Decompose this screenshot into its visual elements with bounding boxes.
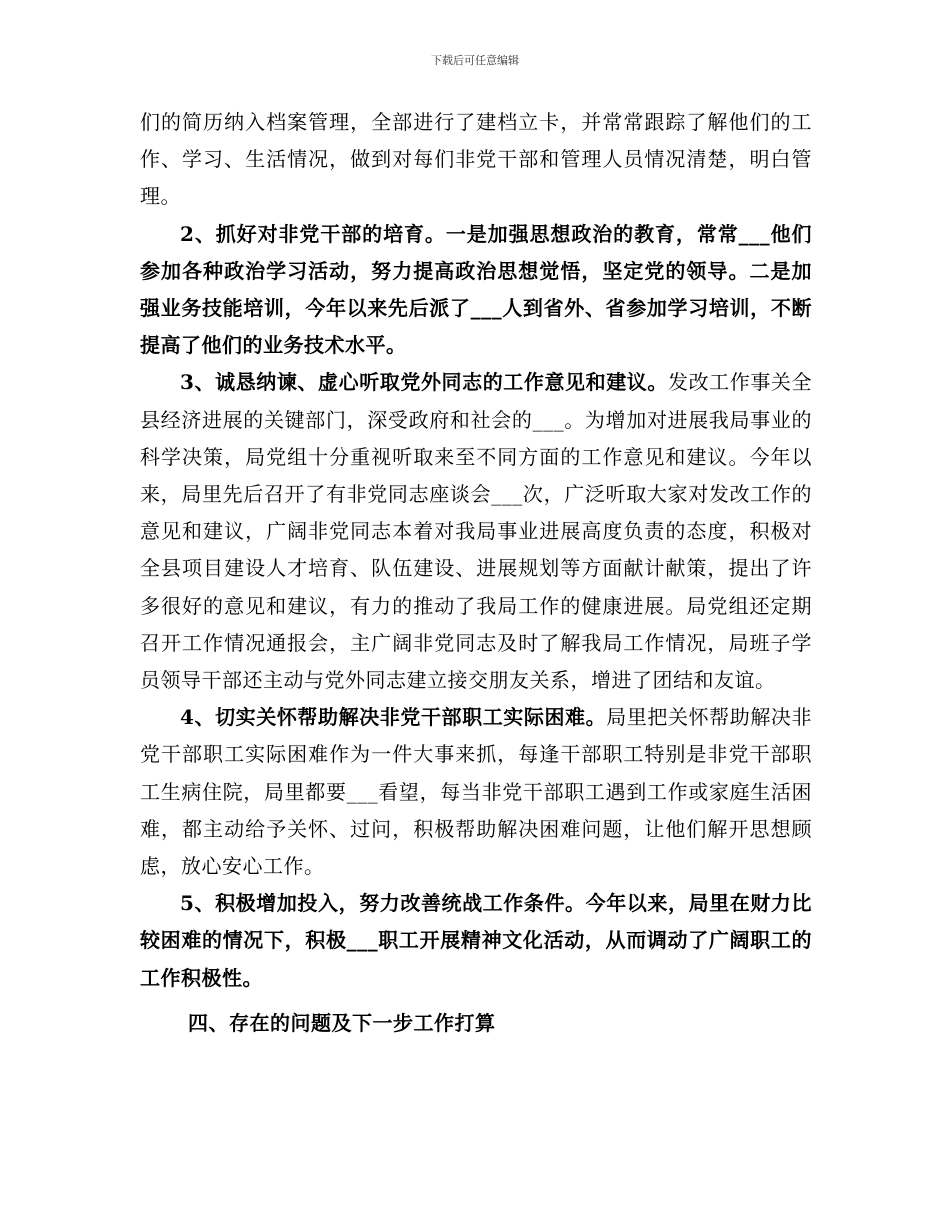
document-body [140, 104, 812, 1042]
paragraph-1 [140, 104, 812, 216]
paragraph-4 [140, 699, 812, 885]
section-heading: 四、存在的问题及下一步工作打算 [188, 1010, 496, 1035]
paragraph-5-lead: 5、积极增加投入，努力改善统战工作条件。今年以来，局里在财力比较困难的情况下，积极___职工开展精神文化活动，从而调动了广阔职工的工作积极性。 [140, 891, 812, 990]
paragraph-3 [140, 364, 812, 699]
paragraph-3-body: 发改工作事关全县经济进展的关键部门，深受政府和社会的___。为增加对进展我局事业的科学决策，局党组十分重视听取来至不同方面的工作意见和建议。今年以来，局里先后召开了有非党同志座谈会___次，广泛听取大家对发改工作的意见和建议，广阔非党同志本着对我局事业进展高度负责的态度，积极对全县项目建设人才培育、队伍建设、进展规划等方面献计献策，提出了许多很好的意见和建议，有力的推动了我局工作的健康进展。局党组还定期召开工作情况通报会，主广阔非党同志及时了解我局工作情况，局班子学员领导干部还主动与党外同志建立接交朋友关系，增进了团结和友谊。 [140, 370, 812, 693]
paragraph-1-body: 们的简历纳入档案管理，全部进行了建档立卡，并常常跟踪了解他们的工作、学习、生活情况，做到对每们非党干部和管理人员情况清楚，明白管理。 [140, 110, 812, 209]
paragraph-4-body: 局里把关怀帮助解决非党干部职工实际困难作为一件大事来抓，每逢干部职工特别是非党干部职工生病住院，局里都要___看望，每当非党干部职工遇到工作或家庭生活困难，都主动给予关怀、过问，积极帮助解决困难问题，让他们解开思想顾虑，放心安心工作。 [140, 705, 813, 879]
page-header: 下载后可任意编辑 [431, 54, 519, 67]
paragraph-3-lead: 3、诚恳纳谏、虚心听取党外同志的工作意见和建议。 [180, 370, 668, 395]
paragraph-5 [140, 885, 812, 997]
paragraph-2 [140, 216, 812, 365]
paragraph-4-lead: 4、切实关怀帮助解决非党干部职工实际困难。 [180, 705, 607, 730]
paragraph-2-lead: 2、抓好对非党干部的培育。一是加强思想政治的教育，常常___他们参加各种政治学习活动，努力提高政治思想觉悟，坚定党的领导。二是加强业务技能培训，今年以来先后派了___人到省外、省参加学习培训，不断提高了他们的业务技术水平。 [140, 221, 812, 358]
